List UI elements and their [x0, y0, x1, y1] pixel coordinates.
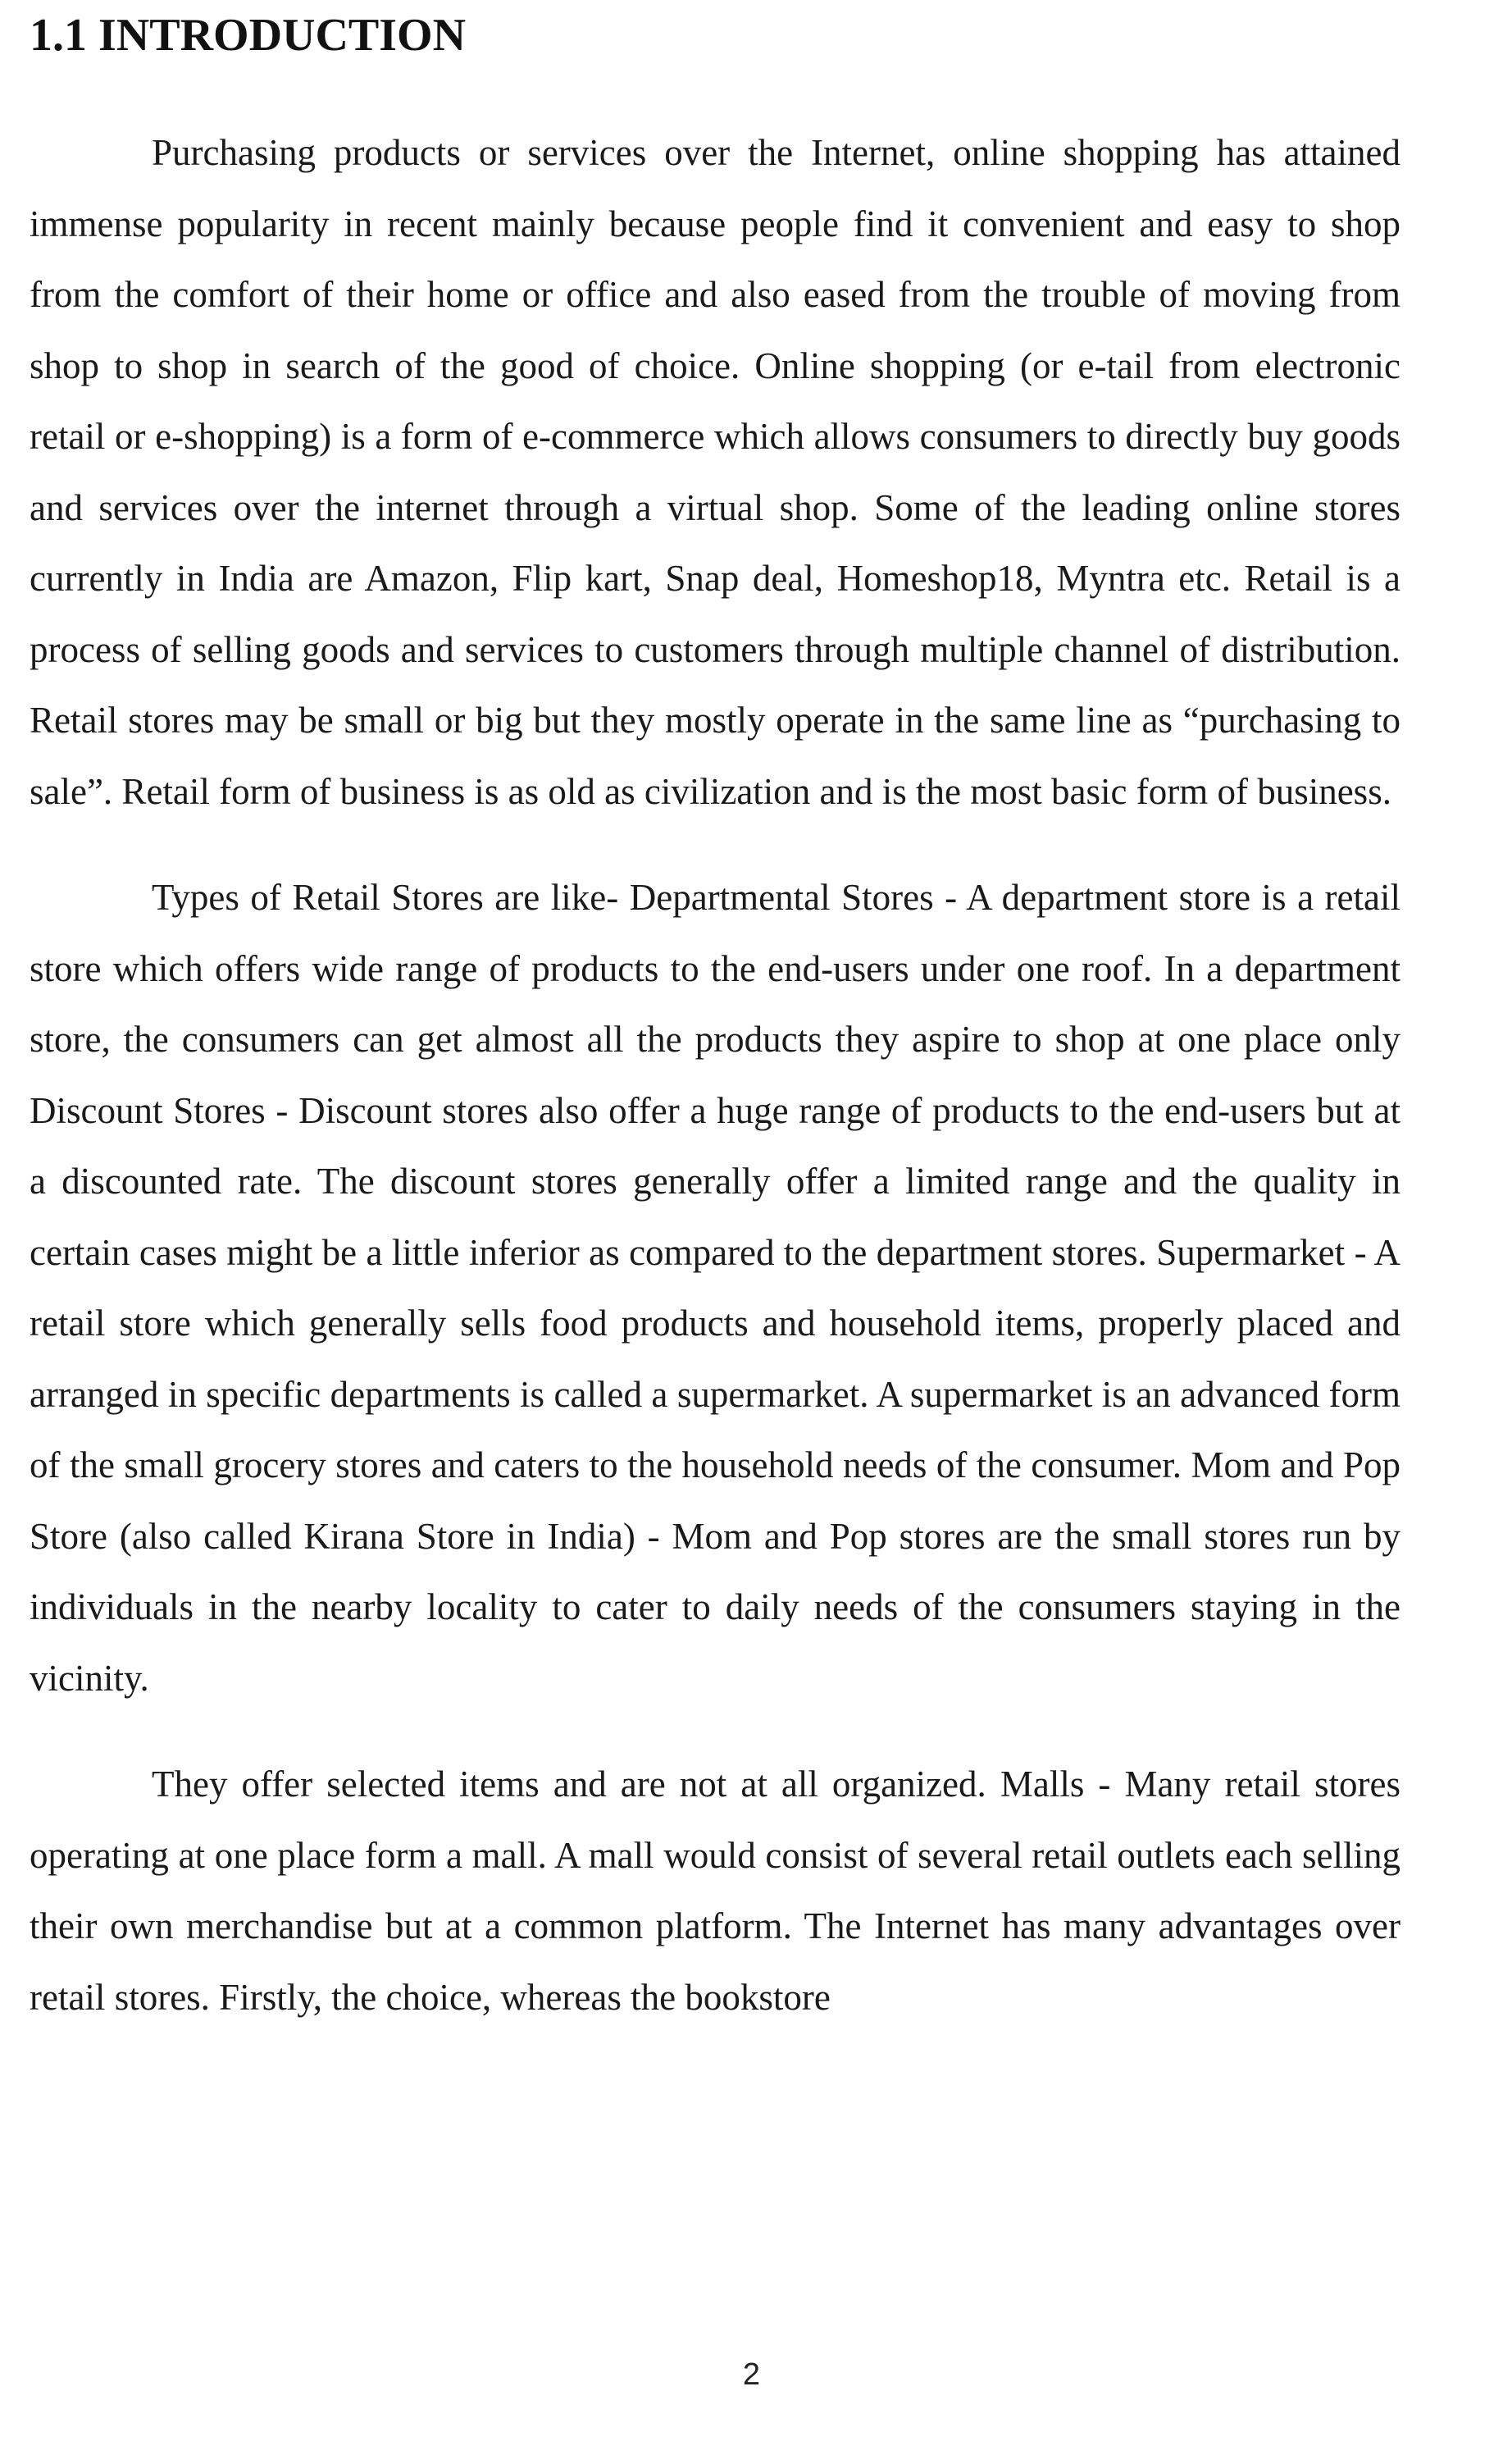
paragraph-retail-store-types: Types of Retail Stores are like- Departmental Stores - A department store is a retail store which offers wide range of products to the end-users under one roof. In a department store, the consumers can get almost all the products they aspire to shop at one place only Discount Stores - Discount stores also offer a huge range of products to the end-users but at a discounted rate. The discount stores generally offer a limited range and the quality in certain cases might be a little inferior as compared to the department stores. Supermarket - A retail store which generally sells food products and household items, properly placed and arranged in specific departments is called a supermarket. A supermarket is an advanced form of the small grocery stores and caters to the household needs of the consumer. Mom and Pop Store (also called Kirana Store in India) - Mom and Pop stores are the small stores run by individuals in the nearby locality to cater to daily needs of the consumers staying in the vicinity. [30, 877, 1401, 1699]
paragraph-malls-internet: They offer selected items and are not at all organized. Malls - Many retail stores operating at one place form a mall. A mall would consist of several retail outlets each selling their own merchandise but at a common platform. The Internet has many advantages over retail stores. Firstly, the choice, whereas the bookstore [30, 1764, 1401, 2018]
paragraph-online-shopping: Purchasing products or services over the Internet, online shopping has attained immense popularity in recent mainly because people find it convenient and easy to shop from the comfort of their home or office and also eased from the trouble of moving from shop to shop in search of the good of choice. Online shopping (or e-tail from electronic retail or e-shopping) is a form of e-commerce which allows consumers to directly buy goods and services over the internet through a virtual shop. Some of the leading online stores currently in India are Amazon, Flip kart, Snap deal, Homeshop18, Myntra etc. Retail is a process of selling goods and services to customers through multiple channel of distribution. Retail stores may be small or big but they mostly operate in the same line as “purchasing to sale”. Retail form of business is as old as civilization and is the most basic form of business. [30, 132, 1401, 812]
body-text [30, 117, 1401, 2033]
section-heading: 1.1 INTRODUCTION [30, 10, 467, 61]
page-number: 2 [742, 2357, 761, 2392]
